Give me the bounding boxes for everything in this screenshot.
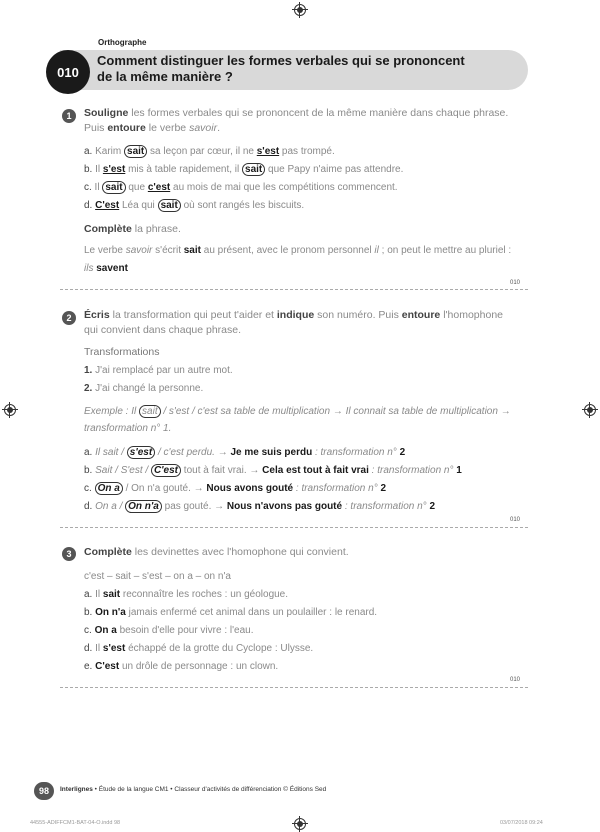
ex1-line-b: b. Il s'est mis à table rapidement, il sait que Papy n'aime pas attendre. (84, 164, 404, 175)
footer-credit: Interlignes • Étude de la langue CM1 • Classeur d'activités de différenciation © Éditions Sed (60, 786, 327, 793)
ex3-line-a: a. Il sait reconnaître les roches : un géologue. (84, 589, 289, 600)
registration-mark-bottom (294, 818, 306, 830)
ex2-instruction: Écris la transformation qui peut t'aider et indique son numéro. Puis entoure l'homophone qui convient dans chaque phrase. (84, 309, 503, 336)
ex2-example-line-2: transformation n° 1. (84, 423, 172, 434)
ex1-answer-line-1: Le verbe savoir s'écrit sait au présent, avec le pronom personnel il ; on peut le mettre au pluriel : (84, 245, 512, 256)
exercise-3-moon-icon: 3 (62, 547, 76, 561)
ex2-example-line-1: Exemple : Il sait / s'est / c'est sa table de multiplication → Il connait sa table de multiplication → (84, 406, 511, 417)
ex3-line-b: b. On n'a jamais enfermé cet animal dans un poulailler : le renard. (84, 607, 378, 618)
transformation-1: 1. J'ai remplacé par un autre mot. (84, 365, 233, 376)
exercise-1-sun-icon: 1 (62, 109, 76, 123)
ex1-complete-instruction: Complète la phrase. (84, 223, 181, 235)
slug-right: 03/07/2018 09:24 (500, 820, 543, 826)
ex2-line-a: a. Il sait / s'est / c'est perdu. → Je me suis perdu : transformation n° 2 (84, 447, 406, 458)
transformations-heading: Transformations (84, 346, 160, 358)
ex3-choices: c'est – sait – s'est – on a – on n'a (84, 571, 231, 582)
separator-2 (60, 527, 528, 528)
page-number: 98 (34, 782, 54, 800)
ex2-line-d: d. On a / On n'a pas gouté. → Nous n'avons pas gouté : transformation n° 2 (84, 501, 436, 512)
separator-3 (60, 687, 528, 688)
transformation-2: 2. J'ai changé la personne. (84, 383, 204, 394)
ex3-code: 010 (510, 677, 521, 683)
ex3-instruction: Complète les devinettes avec l'homophone qui convient. (84, 546, 349, 558)
ex1-instruction: Souligne les formes verbales qui se prononcent de la même manière dans chaque phrase. Puis entoure le verbe savoir. (84, 107, 509, 134)
ex1-line-d: d. C'est Léa qui sait où sont rangés les biscuits. (84, 200, 305, 211)
ex1-line-a: a. Karim sait sa leçon par cœur, il ne s'est pas trompé. (84, 146, 335, 157)
ex1-code: 010 (510, 280, 521, 286)
lesson-number-badge: 010 (46, 50, 90, 94)
ex3-line-e: e. C'est un drôle de personnage : un clown. (84, 661, 279, 672)
ex1-line-c: c. Il sait que c'est au mois de mai que les compétitions commencent. (84, 182, 398, 193)
exercise-2-star-icon: 2 (62, 311, 76, 325)
registration-mark-left (4, 404, 16, 416)
slug-left: 44555-ADIFFCM1-BAT-04-O.indd 98 (30, 820, 121, 826)
registration-mark-right (584, 404, 596, 416)
ex2-code: 010 (510, 517, 521, 523)
section-label: Orthographe (98, 38, 147, 47)
ex3-line-d: d. Il s'est échappé de la grotte du Cyclope : Ulysse. (84, 643, 314, 654)
ex1-answer-line-2: ils savent (84, 263, 128, 274)
registration-mark-top (294, 4, 306, 16)
ex2-line-b: b. Sait / S'est / C'est tout à fait vrai. → Cela est tout à fait vrai : transformation n° 1 (84, 465, 462, 476)
separator-1 (60, 289, 528, 290)
ex2-line-c: c. On a / On n'a gouté. → Nous avons gouté : transformation n° 2 (84, 483, 387, 494)
page-title: Comment distinguer les formes verbales qui se prononcent de la même manière ? (97, 53, 465, 84)
ex3-line-c: c. On a besoin d'elle pour vivre : l'eau. (84, 625, 254, 636)
